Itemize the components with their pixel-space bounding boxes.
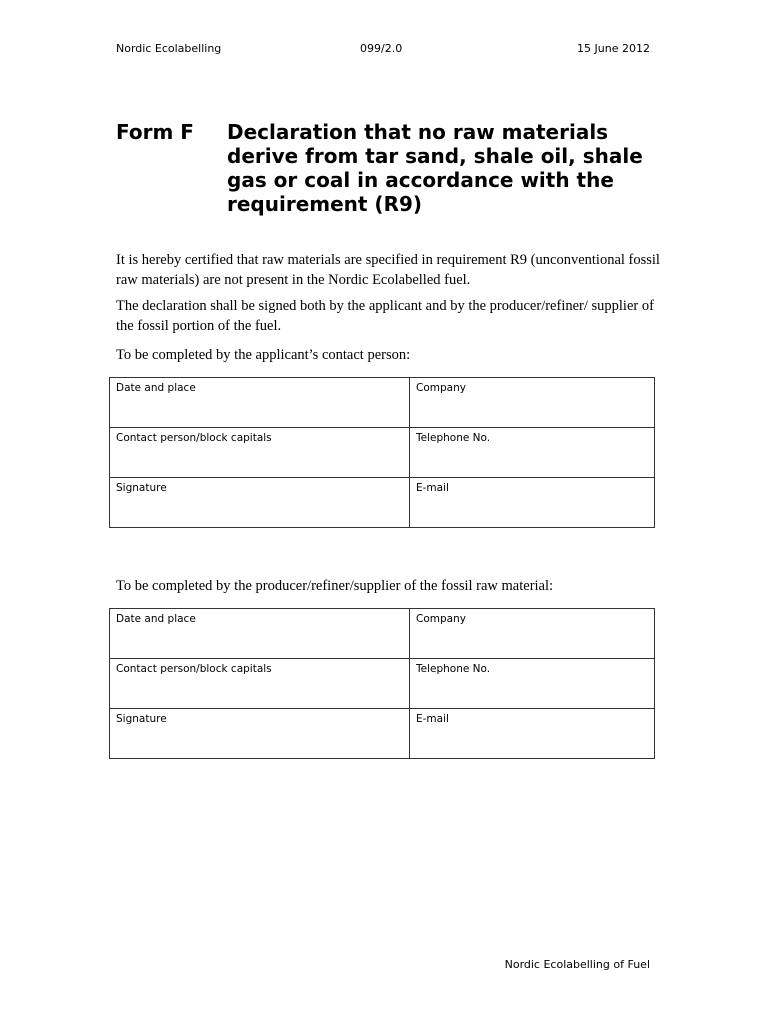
table-row xyxy=(110,378,655,428)
contact-person-field[interactable]: Contact person/block capitals xyxy=(110,428,410,478)
form-label: Form F xyxy=(116,120,194,144)
header-document-number: 099/2.0 xyxy=(360,42,403,55)
table-row xyxy=(110,478,655,528)
email-field[interactable]: E-mail xyxy=(410,478,655,528)
email-field[interactable]: E-mail xyxy=(410,709,655,759)
company-field[interactable]: Company xyxy=(410,609,655,659)
header-date: 15 June 2012 xyxy=(577,42,650,55)
page-footer: Nordic Ecolabelling of Fuel xyxy=(504,958,650,971)
telephone-field[interactable]: Telephone No. xyxy=(410,659,655,709)
table-row xyxy=(110,428,655,478)
table-row xyxy=(110,659,655,709)
signature-field[interactable]: Signature xyxy=(110,709,410,759)
applicant-signature-table xyxy=(109,377,655,528)
declaration-paragraph: The declaration shall be signed both by the applicant and by the producer/refiner/ supplier of the fossil portion of the fuel. xyxy=(116,298,654,334)
company-field[interactable]: Company xyxy=(410,378,655,428)
producer-signature-table xyxy=(109,608,655,759)
contact-person-field[interactable]: Contact person/block capitals xyxy=(110,659,410,709)
header-organization: Nordic Ecolabelling xyxy=(116,42,222,55)
date-place-field[interactable]: Date and place xyxy=(110,609,410,659)
telephone-field[interactable]: Telephone No. xyxy=(410,428,655,478)
certification-paragraph: It is hereby certified that raw materials are specified in requirement R9 (unconventional fossil raw materials) are not present in the Nordic Ecolabelled fuel. xyxy=(116,252,660,288)
producer-section-intro: To be completed by the producer/refiner/supplier of the fossil raw material: xyxy=(116,578,554,594)
date-place-field[interactable]: Date and place xyxy=(110,378,410,428)
applicant-section-intro: To be completed by the applicant’s contact person: xyxy=(116,347,411,363)
table-row xyxy=(110,609,655,659)
table-row xyxy=(110,709,655,759)
form-title: Declaration that no raw materials derive from tar sand, shale oil, shale gas or coal in accordance with the requirement (R9) xyxy=(227,120,643,216)
signature-field[interactable]: Signature xyxy=(110,478,410,528)
